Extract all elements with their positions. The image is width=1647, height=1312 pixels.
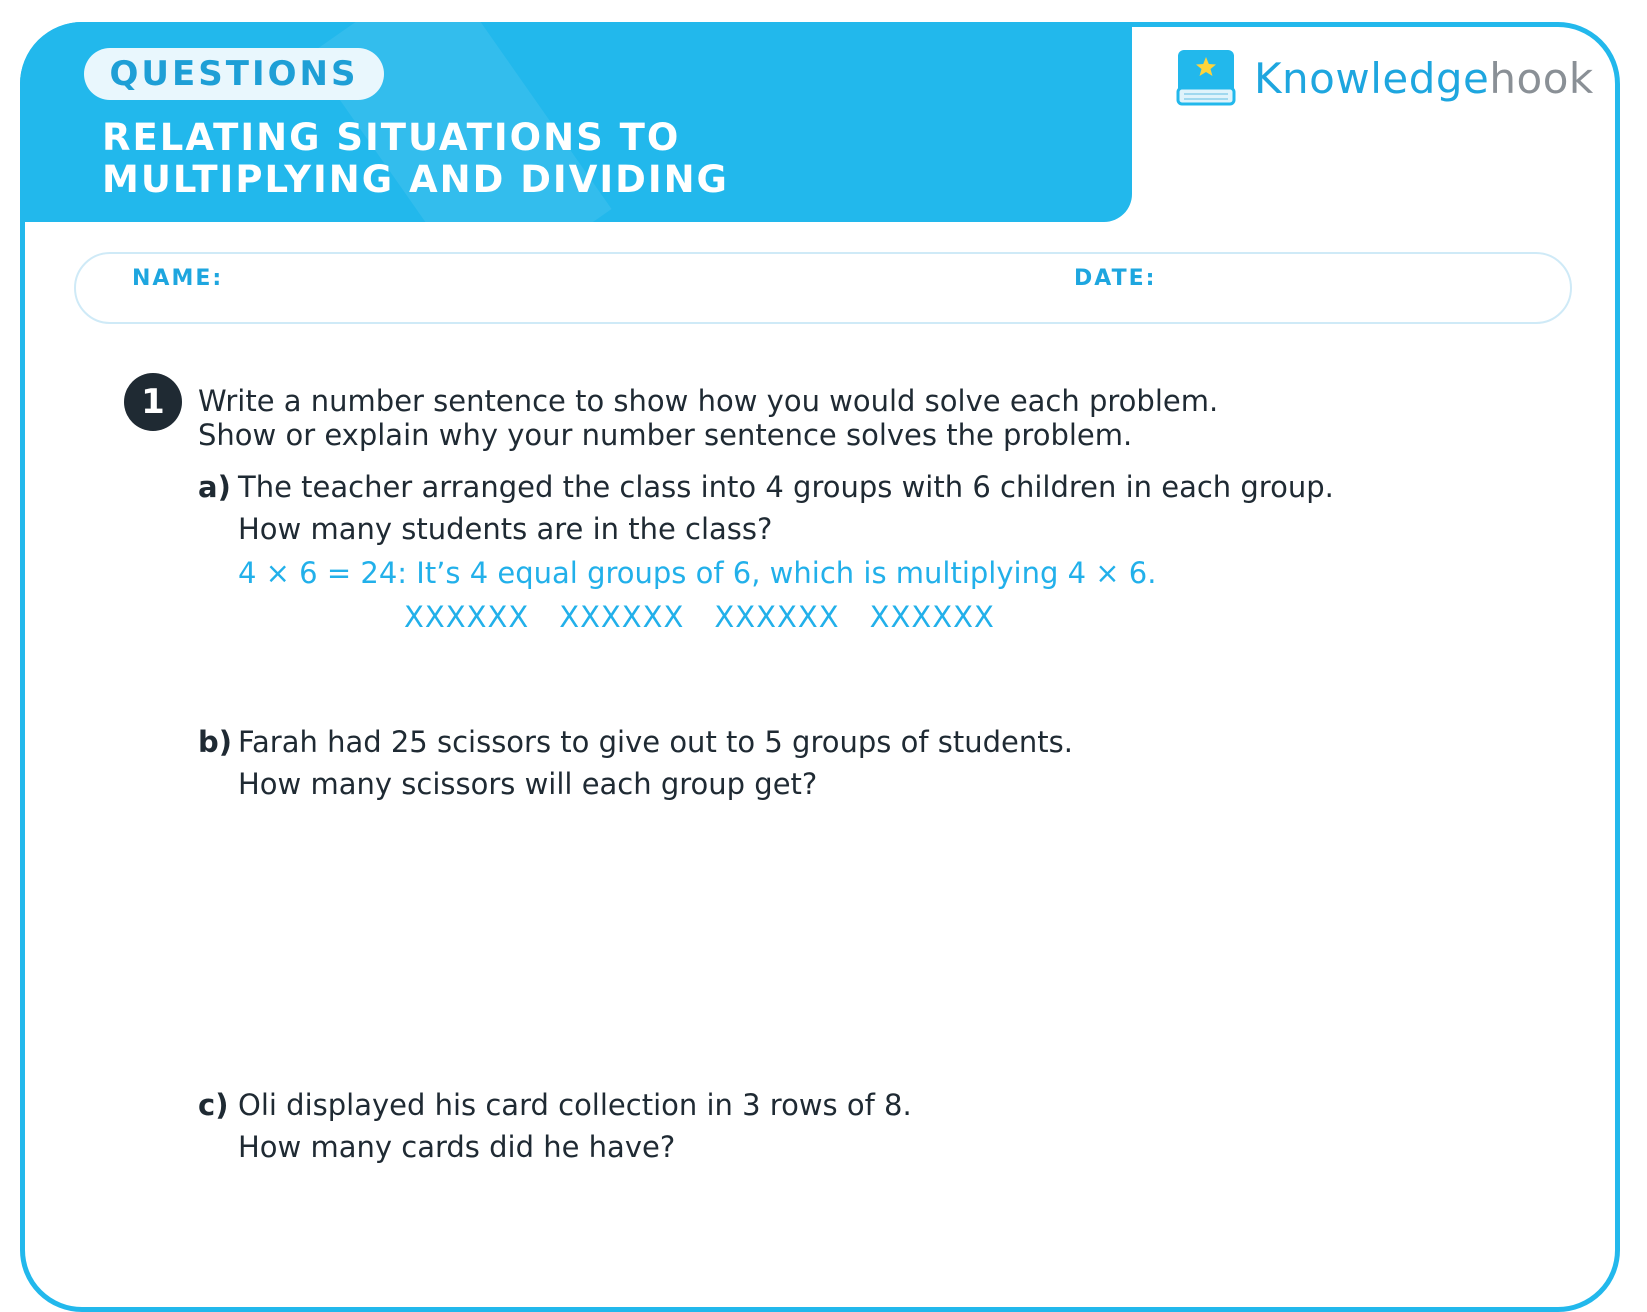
x-group: XXXXXX [404,600,530,634]
part-line-1: Oli displayed his card collection in 3 rows of 8. [238,1088,912,1122]
knowledgehook-logo [1176,50,1594,106]
book-star-icon [1176,50,1236,106]
worksheet-title [102,117,729,201]
part-line-2: How many students are in the class? [238,512,773,546]
question-number-badge: 1 [124,373,182,431]
date-label: DATE: [1074,266,1157,291]
part-line-2: How many cards did he have? [238,1130,676,1164]
logo-text-secondary: hook [1489,53,1594,103]
part-line-1: The teacher arranged the class into 4 groups with 6 children in each group. [238,470,1334,504]
x-group: XXXXXX [869,600,995,634]
name-date-bar [74,252,1572,324]
logo-text-primary: Knowledge [1254,53,1490,103]
part-line-2: How many scissors will each group get? [238,767,818,801]
question-instructions [198,384,1218,452]
instruction-line-2: Show or explain why your number sentence solves the problem. [198,418,1133,452]
part-letter: b) [198,725,233,759]
part-letter: c) [198,1088,229,1122]
part-line-1: Farah had 25 scissors to give out to 5 groups of students. [238,725,1073,759]
part-a-answer: 4 × 6 = 24: It’s 4 equal groups of 6, which is multiplying 4 × 6. [238,556,1157,590]
questions-badge-label: QUESTIONS [109,54,359,94]
title-line-2: MULTIPLYING AND DIVIDING [102,158,729,201]
instruction-line-1: Write a number sentence to show how you would solve each problem. [198,384,1219,418]
name-label: NAME: [132,266,224,291]
header-banner [20,22,1132,222]
title-line-1: RELATING SITUATIONS TO [102,116,681,159]
questions-badge [84,48,384,100]
x-group: XXXXXX [559,600,685,634]
part-a-x-groups [404,600,995,634]
logo-wordmark [1254,54,1594,103]
x-group: XXXXXX [714,600,840,634]
part-letter: a) [198,470,231,504]
